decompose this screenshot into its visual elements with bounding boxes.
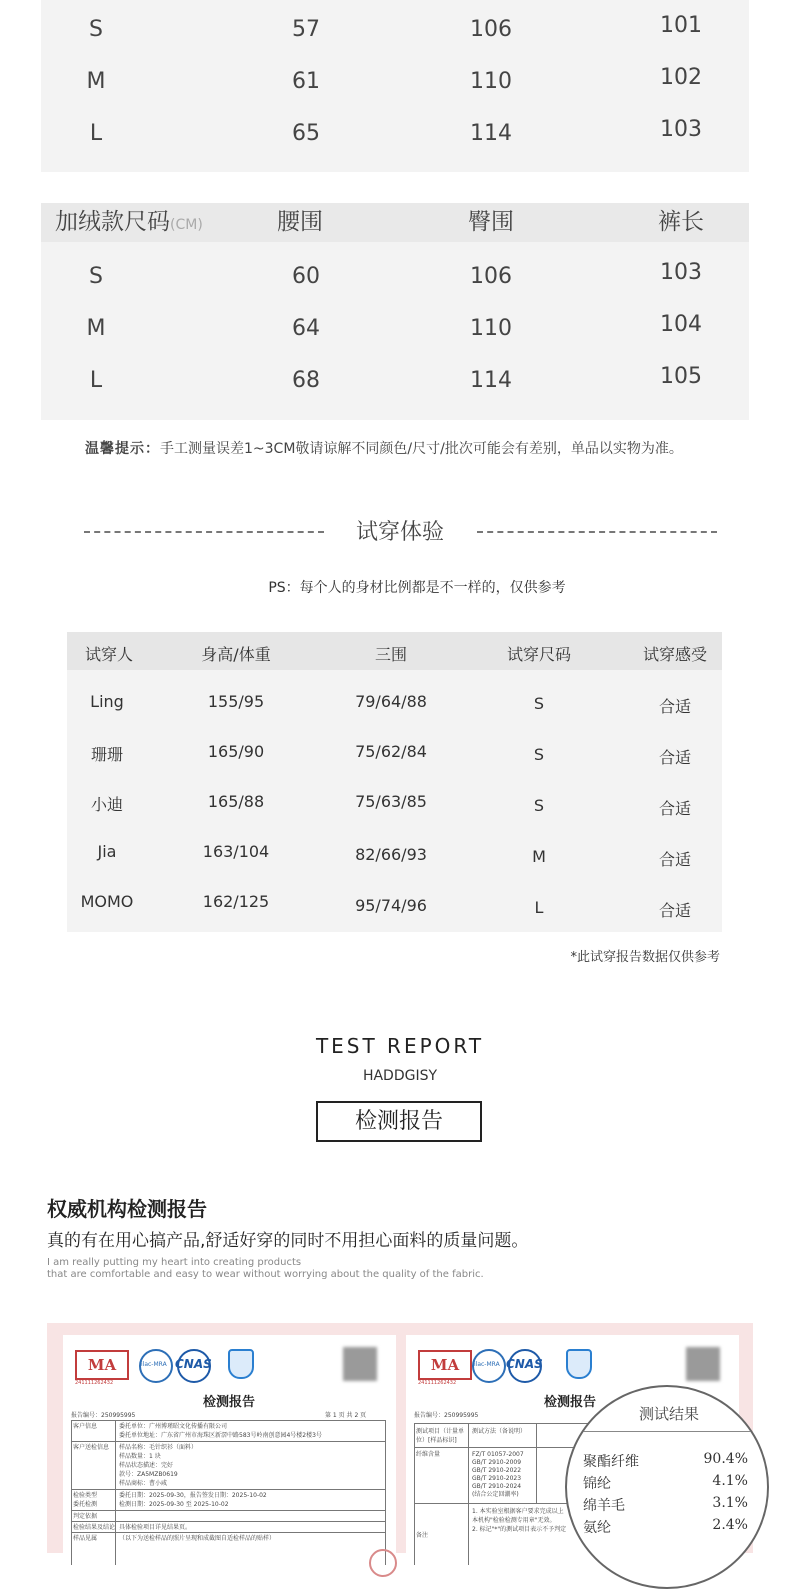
fiber-name: 氨纶 <box>583 1520 611 1536</box>
ilac-label: ilac-MRA <box>474 1361 500 1368</box>
photo-value: （以下为送检样品的照片呈现和成截图自适检样品的贴样） <box>119 1535 276 1542</box>
report-title: 检测报告 <box>543 1395 596 1410</box>
table-row <box>41 361 749 401</box>
column-header: 测试项目（计量单位）[样品标识] <box>416 1428 465 1444</box>
height-weight-cell: 165/88 <box>207 792 265 811</box>
method-row: GB/T 2910-2009 <box>472 1459 522 1466</box>
hip-cell: 106 <box>470 264 512 289</box>
size-cell: M <box>532 847 546 866</box>
table-row <box>41 309 749 349</box>
size-cell: S <box>533 796 545 815</box>
remark-row: 1. 本实验室根据客户要求完成以上 <box>472 1508 564 1515</box>
chart-title <box>55 203 255 242</box>
header-wearer: 试穿人 <box>84 645 133 664</box>
table-row <box>41 257 749 297</box>
wearer-cell: 珊珊 <box>90 745 123 764</box>
divider-left <box>84 531 324 533</box>
size-cell: L <box>89 368 103 393</box>
sample-label: 客户送检信息 <box>73 1444 110 1451</box>
measurement-tip <box>85 438 683 458</box>
size-cell: S <box>533 694 545 713</box>
cma-number: 241111262432 <box>418 1380 457 1386</box>
wearer-cell: Ling <box>90 692 124 711</box>
remark-row: 本机构"检验检测专用章"无效。 <box>472 1517 556 1524</box>
report-number: 报告编号：250995995 <box>71 1412 136 1419</box>
waist-cell: 64 <box>292 316 320 341</box>
table-border <box>71 1521 386 1522</box>
waist-cell: 65 <box>292 121 320 146</box>
conclusion-value: 具体检验项目详见结果页。 <box>119 1524 192 1531</box>
english-description <box>47 1257 484 1281</box>
table-row <box>41 10 749 50</box>
fiber-value: 4.1% <box>712 1473 748 1489</box>
size-cell: M <box>86 316 106 341</box>
judgement-label: 判定依据 <box>73 1513 98 1520</box>
table-border <box>71 1441 386 1442</box>
date-row: 委托日期：2025-09-30，报告签发日期：2025-10-02 <box>119 1492 267 1499</box>
client-row: 委托单位：广州博瑾昭文化传播有限公司 <box>119 1423 228 1430</box>
length-cell: 101 <box>660 13 702 38</box>
feel-cell: 合适 <box>658 901 691 920</box>
waist-cell: 57 <box>292 17 320 42</box>
waist-cell: 60 <box>292 264 320 289</box>
size-chart-standard <box>41 0 749 172</box>
magnifier-title: 测试结果 <box>639 1405 700 1423</box>
date-row: 检测日期：2025-09-30 至 2025-10-02 <box>119 1501 229 1508</box>
chart-title-text: 加绒款尺码 <box>55 209 170 235</box>
table-row <box>41 114 749 154</box>
measurements-cell: 95/74/96 <box>355 896 427 915</box>
result-row <box>583 1473 748 1493</box>
fiber-value: 3.1% <box>712 1495 748 1511</box>
stamp-icon <box>369 1549 397 1577</box>
size-cell: L <box>89 121 103 146</box>
measurements-cell: 75/62/84 <box>355 742 427 761</box>
fiber-name: 聚酯纤维 <box>583 1454 639 1470</box>
method-row: GB/T 2910-2023 <box>472 1475 522 1482</box>
shield-icon <box>228 1349 254 1379</box>
ilac-label: ilac-MRA <box>141 1361 167 1368</box>
hip-cell: 110 <box>470 69 512 94</box>
hip-cell: 110 <box>470 316 512 341</box>
table-border <box>71 1532 386 1533</box>
feel-cell: 合适 <box>658 850 691 869</box>
header-height-weight: 身高/体重 <box>201 645 271 664</box>
feel-cell: 合适 <box>658 799 691 818</box>
table-border <box>536 1423 537 1503</box>
client-label: 客户信息 <box>73 1423 98 1430</box>
waist-cell: 68 <box>292 368 320 393</box>
method-row: (结合公定回潮率) <box>472 1491 519 1498</box>
table-border <box>71 1489 386 1490</box>
height-weight-cell: 165/90 <box>207 742 265 761</box>
height-weight-cell: 163/104 <box>202 842 270 861</box>
table-border <box>414 1447 594 1448</box>
height-weight-cell: 155/95 <box>207 692 265 711</box>
english-line-2: that are comfortable and easy to wear without worrying about the quality of the fabric. <box>47 1269 484 1280</box>
size-cell: S <box>89 264 103 289</box>
result-row <box>583 1517 748 1537</box>
measurements-cell: 75/63/85 <box>355 792 427 811</box>
header-waist: 腰围 <box>277 209 323 235</box>
sample-row: 样品商标：曹小咸 <box>119 1480 168 1487</box>
table-border <box>414 1423 594 1424</box>
table-border <box>71 1420 386 1421</box>
method-row: GB/T 2910-2022 <box>472 1467 522 1474</box>
photo-label: 样品见属 <box>73 1535 98 1542</box>
tip-text: 手工测量误差1~3CM敬请谅解不同颜色/尺寸/批次可能会有差别，单品以实物为准。 <box>160 441 683 457</box>
header-size: 试穿尺码 <box>506 645 571 664</box>
hip-cell: 106 <box>470 17 512 42</box>
trial-table <box>67 632 722 932</box>
table-header <box>41 203 749 242</box>
section-title: 试穿体验 <box>355 520 444 545</box>
result-row <box>583 1495 748 1515</box>
result-row <box>583 1451 748 1471</box>
shield-icon <box>566 1349 592 1379</box>
test-report-badge: 检测报告 <box>316 1101 482 1142</box>
size-cell: S <box>89 17 103 42</box>
chart-unit: (CM) <box>170 217 203 233</box>
height-weight-cell: 162/125 <box>202 892 270 911</box>
feel-cell: 合适 <box>658 697 691 716</box>
header-feel: 试穿感受 <box>642 645 707 664</box>
authority-subheading: 真的有在用心搞产品,舒适好穿的同时不用担心面料的质量问题。 <box>47 1231 529 1251</box>
wearer-cell: 小迪 <box>90 795 123 814</box>
trial-note: *此试穿报告数据仅供参考 <box>570 950 720 965</box>
type-label: 检验类型 <box>73 1492 98 1499</box>
report-sheet-1 <box>63 1335 396 1565</box>
brand-name: HADDGISY <box>362 1068 438 1084</box>
test-result-magnifier <box>565 1385 769 1589</box>
hip-cell: 114 <box>470 121 512 146</box>
table-border <box>71 1510 386 1511</box>
feel-cell: 合适 <box>658 748 691 767</box>
divider <box>577 1431 757 1432</box>
fiber-name: 锦纶 <box>583 1476 611 1492</box>
sample-row: 样品状态描述：完好 <box>119 1462 174 1469</box>
sample-row: 样品名称：毛针织衫（面料） <box>119 1444 198 1451</box>
qr-code <box>343 1347 377 1381</box>
remark-row: 2. 标记"*"的测试项目表示不予判定 <box>472 1526 567 1533</box>
wearer-cell: Jia <box>97 842 117 861</box>
remark-label: 备注 <box>416 1532 429 1539</box>
table-border <box>468 1423 469 1565</box>
tip-label: 温馨提示： <box>85 441 160 457</box>
header-length: 裤长 <box>658 209 704 235</box>
sample-row: 样品数量：1 块 <box>119 1453 161 1460</box>
authority-heading: 权威机构检测报告 <box>47 1197 207 1221</box>
cnas-label: CNAS <box>175 1357 212 1371</box>
conclusion-label: 检验结果及结论 <box>73 1524 116 1531</box>
cma-logo: MA <box>418 1350 472 1380</box>
fiber-name: 绵羊毛 <box>583 1498 625 1514</box>
table-header <box>67 632 722 670</box>
client-row: 委托单位地址：广东省广州市海珠区新滘中路583号岭南创意园4号楼2楼3号 <box>119 1432 322 1439</box>
size-cell: L <box>534 898 544 917</box>
method-row: FZ/T 01057-2007 <box>472 1451 524 1458</box>
size-cell: M <box>86 69 106 94</box>
fiber-value: 90.4% <box>703 1451 748 1467</box>
report-page: 第 1 页 共 2 页 <box>325 1412 367 1419</box>
table-row <box>41 62 749 102</box>
column-header: 测试方法（备说明） <box>472 1428 527 1435</box>
header-measurements: 三围 <box>374 645 407 664</box>
test-report-title: TEST REPORT <box>315 1034 485 1058</box>
size-chart-fleece <box>41 203 749 420</box>
report-number: 报告编号：250995995 <box>414 1412 479 1419</box>
fiber-value: 2.4% <box>712 1517 748 1533</box>
table-border <box>414 1423 415 1565</box>
waist-cell: 61 <box>292 69 320 94</box>
method-row: GB/T 2910-2024 <box>472 1483 522 1490</box>
qr-code <box>686 1347 720 1381</box>
header-hip: 臀围 <box>468 209 514 235</box>
length-cell: 102 <box>660 65 702 90</box>
cma-number: 241111262432 <box>75 1380 114 1386</box>
wearer-cell: MOMO <box>80 892 134 911</box>
hip-cell: 114 <box>470 368 512 393</box>
length-cell: 104 <box>660 312 702 337</box>
sample-row: 款号：ZA5MZB0619 <box>119 1471 178 1478</box>
measurements-cell: 79/64/88 <box>355 692 427 711</box>
cma-logo: MA <box>75 1350 129 1380</box>
test-item: 纤维含量 <box>416 1451 441 1458</box>
length-cell: 103 <box>660 260 702 285</box>
report-title: 检测报告 <box>202 1395 255 1410</box>
type-value: 委托检测 <box>73 1501 98 1508</box>
trial-ps: PS：每个人的身材比例都是不一样的，仅供参考 <box>268 580 566 596</box>
measurements-cell: 82/66/93 <box>355 845 427 864</box>
english-line-1: I am really putting my heart into creating products <box>47 1257 302 1268</box>
length-cell: 105 <box>660 364 702 389</box>
cnas-label: CNAS <box>506 1357 543 1371</box>
divider-right <box>477 531 717 533</box>
size-cell: S <box>533 745 545 764</box>
length-cell: 103 <box>660 117 702 142</box>
